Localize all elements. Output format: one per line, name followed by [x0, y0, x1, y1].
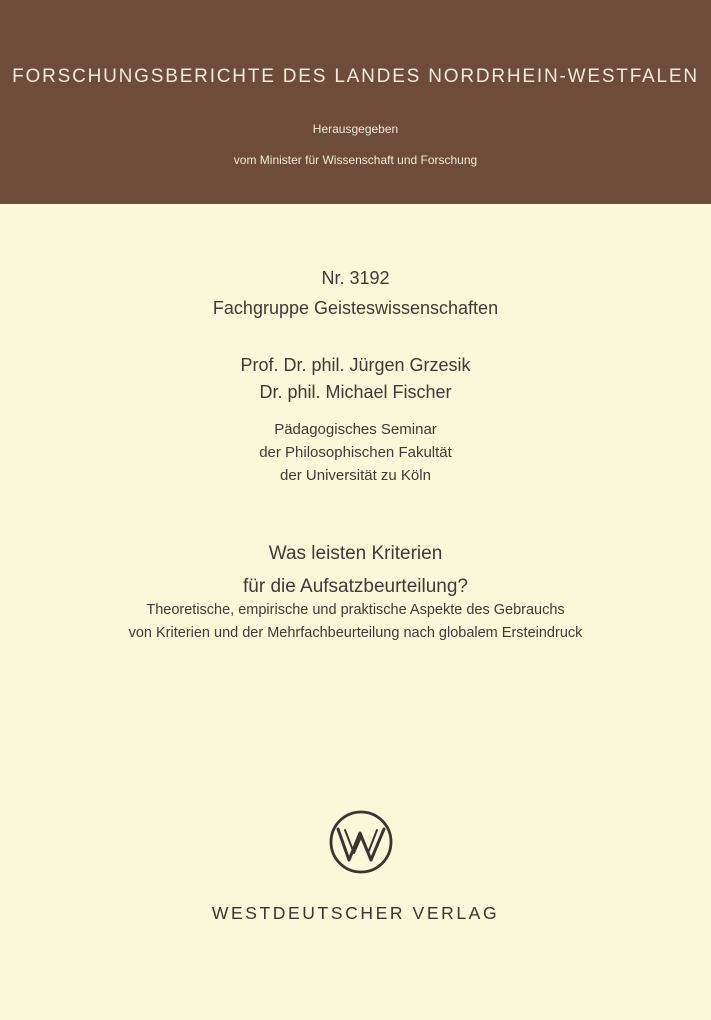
institution-line-2: der Philosophischen Fakultät: [259, 444, 452, 461]
book-title-line-1: Was leisten Kriterien: [268, 543, 443, 564]
institution-line-3: der Universität zu Köln: [280, 467, 431, 484]
issue-number: Nr. 3192: [321, 268, 390, 288]
editor-by: vom Minister für Wissenschaft und Forschung: [233, 153, 478, 167]
book-title-line-2: für die Aufsatzbeurteilung?: [243, 576, 468, 597]
author-1: Prof. Dr. phil. Jürgen Grzesik: [240, 355, 471, 375]
series-title: FORSCHUNGSBERICHTE DES LANDES NORDRHEIN-WESTFALEN: [12, 66, 699, 87]
header-band: [0, 0, 711, 204]
publisher-name: WESTDEUTSCHER VERLAG: [211, 903, 500, 923]
author-2: Dr. phil. Michael Fischer: [259, 382, 452, 402]
book-subtitle-line-1: Theoretische, empirische und praktische Aspekte des Gebrauchs: [146, 602, 565, 618]
subject-group: Fachgruppe Geisteswissenschaften: [212, 298, 499, 318]
institution-line-1: Pädagogisches Seminar: [274, 421, 437, 438]
wv-circle-logo-icon: [329, 810, 393, 874]
book-subtitle-line-2: von Kriterien und der Mehrfachbeurteilung nach globalem Ersteindruck: [128, 625, 583, 641]
editor-label: Herausgegeben: [312, 122, 399, 136]
